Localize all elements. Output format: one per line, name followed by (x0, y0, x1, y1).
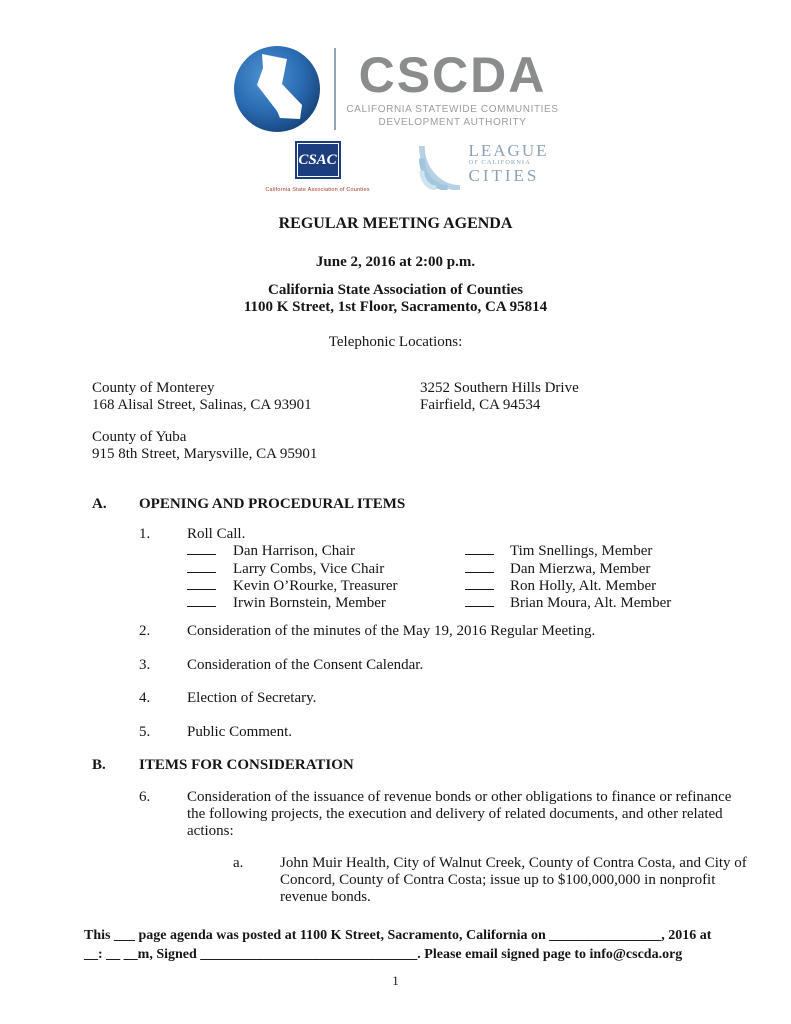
roll-call-blank (187, 576, 233, 595)
cscda-logo (0, 44, 791, 134)
telephonic-locations-label: Telephonic Locations: (328, 334, 463, 350)
roll-call-name: Dan Harrison, Chair (233, 543, 356, 560)
roll-call-row (0, 543, 791, 560)
location-yuba-name: County of Yuba (92, 429, 187, 445)
venue-block (0, 282, 791, 316)
roll-call-name: Brian Moura, Alt. Member (510, 595, 672, 612)
logo-divider (334, 48, 336, 130)
item-6a-text: John Muir Health, City of Walnut Creek, County of Contra Costa, and City of Concord, County of Contra Costa; issue up to $100,000,000 in nonprofit revenue bonds. (280, 855, 747, 905)
roll-call-name: Larry Combs, Vice Chair (233, 560, 385, 577)
item-2-text: Consideration of the minutes of the May 19, 2016 Regular Meeting. (187, 623, 596, 639)
meeting-title: REGULAR MEETING AGENDA (278, 215, 513, 232)
logo-acronym: CSCDA (358, 46, 547, 103)
roll-call-name: Irwin Bornstein, Member (233, 595, 386, 612)
roll-call-name: Ron Holly, Alt. Member (510, 577, 657, 594)
roll-call-blank (187, 559, 233, 578)
agenda-item-6 (0, 789, 791, 840)
csac-logo (243, 141, 393, 199)
location-monterey-address: 168 Alisal Street, Salinas, CA 93901 (92, 397, 312, 413)
location-fairfield-city: Fairfield, CA 94534 (420, 397, 541, 413)
section-a-heading (0, 496, 791, 513)
footer-line-2: __: __ __m, Signed _______________________________. Please email signed page to info@cscda.org (84, 947, 683, 962)
item-6-number: 6. (139, 789, 151, 805)
logo-subtitle-line1: CALIFORNIA STATEWIDE COMMUNITIES (346, 103, 559, 115)
roll-call-blank (465, 559, 510, 578)
league-line3: CITIES (468, 166, 540, 185)
item-3-number: 3. (139, 657, 151, 673)
location-fairfield-street: 3252 Southern Hills Drive (420, 380, 579, 396)
location-row-1 (0, 380, 791, 414)
page-number: 1 (392, 973, 399, 988)
item-5-text: Public Comment. (187, 724, 292, 740)
item-5-number: 5. (139, 724, 151, 740)
logo-subtitle-line2: DEVELOPMENT AUTHORITY (378, 116, 527, 128)
item-4-text: Election of Secretary. (187, 690, 317, 706)
item-4-number: 4. (139, 690, 151, 706)
item-1-number: 1. (139, 526, 151, 542)
league-line1: LEAGUE (468, 141, 549, 160)
logo-wordmark (346, 46, 559, 129)
footer-line-1: This ___ page agenda was posted at 1100 K Street, Sacramento, California on ________________, 2016 at (84, 928, 712, 943)
location-yuba-address: 915 8th Street, Marysville, CA 95901 (92, 446, 318, 462)
section-b-title: ITEMS FOR CONSIDERATION (139, 757, 354, 773)
roll-call-row (0, 560, 791, 577)
venue-address: 1100 K Street, 1st Floor, Sacramento, CA 95814 (243, 299, 548, 315)
posting-footer (84, 926, 744, 964)
meeting-datetime: June 2, 2016 at 2:00 p.m. (315, 254, 476, 270)
california-globe-icon (232, 44, 322, 134)
item-3-text: Consideration of the Consent Calendar. (187, 657, 424, 673)
roll-call-row (0, 578, 791, 595)
location-fairfield (420, 380, 791, 414)
agenda-item-2 (0, 623, 791, 640)
agenda-item-3 (0, 657, 791, 674)
item-6-text: Consideration of the issuance of revenue bonds or other obligations to finance or refinance the following projects, the execution and delivery of related documents, and other related actions: (187, 789, 732, 839)
item-2-number: 2. (139, 623, 151, 639)
league-line2: OF CALIFORNIA (468, 159, 531, 166)
csac-acronym: CSAC (298, 151, 337, 168)
csac-logo-icon (295, 141, 341, 179)
item-6a-letter: a. (233, 855, 244, 871)
section-a-title: OPENING AND PROCEDURAL ITEMS (139, 496, 406, 512)
roll-call-blank (187, 593, 233, 612)
agenda-item-4 (0, 690, 791, 707)
agenda-item-6a (0, 855, 791, 906)
roll-call-name: Kevin O’Rourke, Treasurer (233, 577, 398, 594)
section-b-letter: B. (92, 757, 106, 773)
roll-call-row (0, 595, 791, 612)
roll-call-blank (465, 541, 510, 560)
location-monterey (92, 380, 420, 414)
league-swoosh-icon (419, 142, 461, 190)
agenda-item-5 (0, 724, 791, 741)
league-wordmark (469, 142, 549, 184)
affiliate-logos (0, 141, 791, 199)
location-yuba (92, 429, 420, 463)
roll-call-blank (465, 593, 510, 612)
agenda-item-1 (0, 526, 791, 543)
section-b-heading (0, 757, 791, 774)
csac-caption: California State Association of Counties (265, 187, 370, 193)
league-of-california-cities-logo (419, 142, 549, 190)
roll-call-name: Dan Mierzwa, Member (510, 560, 651, 577)
roll-call-blank (187, 541, 233, 560)
venue-name: California State Association of Counties (268, 282, 523, 298)
location-monterey-name: County of Monterey (92, 380, 215, 396)
section-a-letter: A. (92, 496, 107, 512)
roll-call-blank (465, 576, 510, 595)
logo-subtitle (346, 103, 558, 129)
item-1-text: Roll Call. (187, 526, 246, 542)
roll-call-name: Tim Snellings, Member (510, 543, 653, 560)
roll-call-list (0, 543, 791, 612)
location-row-2 (0, 429, 791, 463)
